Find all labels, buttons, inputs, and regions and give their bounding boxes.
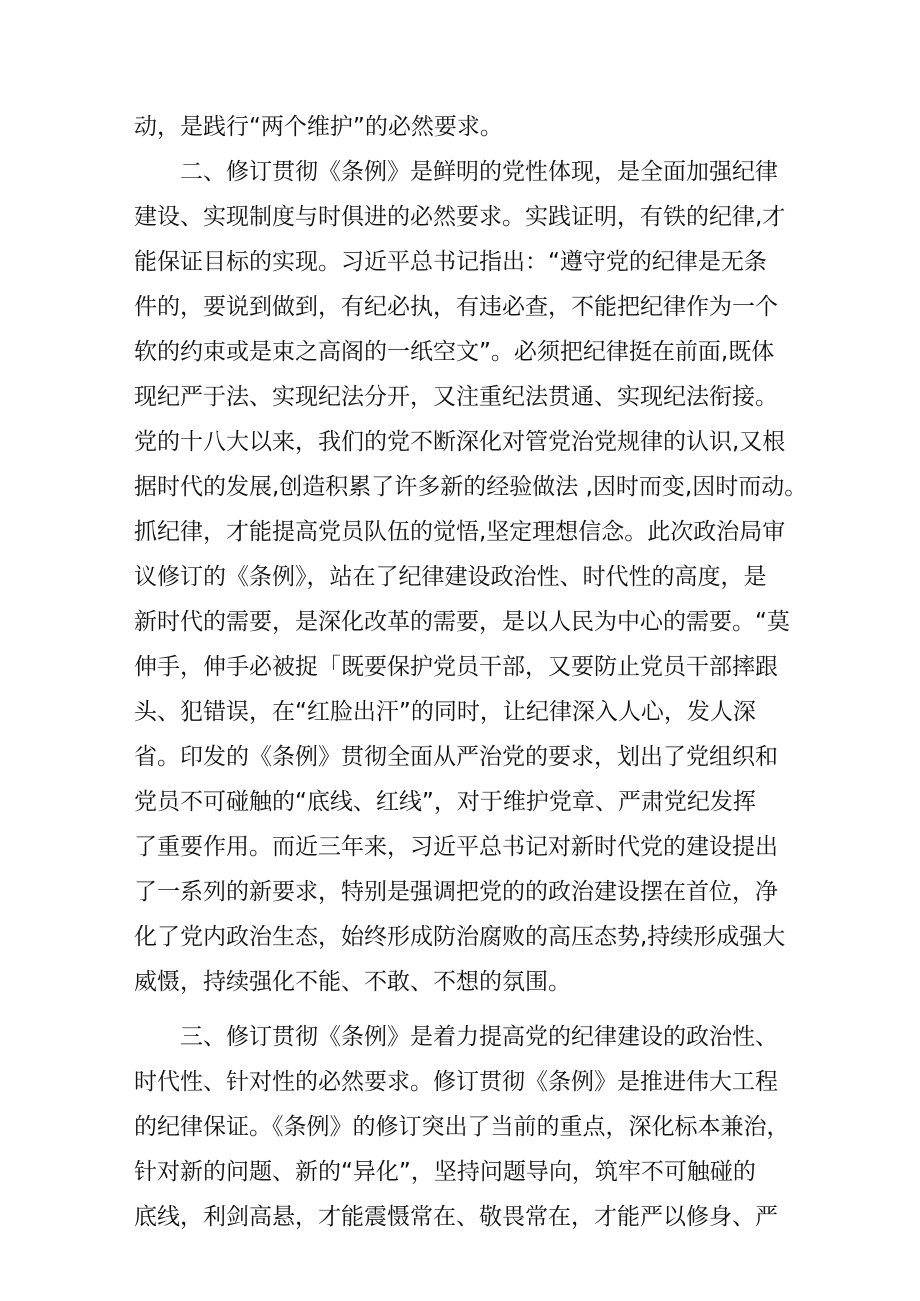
text-line: 底线，利剑高悬，才能震慑常在、敬畏常在，才能严以修身、严: [134, 1204, 778, 1230]
text-line: 党的十八大以来，我们的党不断深化对管党治党规律的认识,又根: [134, 429, 786, 455]
text-line: 伸手，伸手必被捉「既要保护党员干部，又要防止党员干部摔跟: [134, 654, 778, 680]
text-line: 威慑，持续强化不能、不敢、不想的氛围。: [134, 969, 571, 995]
text-line: 的纪律保证。《条例》的修订突出了当前的重点，深化标本兼治，: [134, 1114, 790, 1140]
text-line: 据时代的发展,创造积累了许多新的经验做法 ,因时而变,因时而动。: [134, 474, 808, 500]
text-line: 了重要作用。而近三年来，习近平总书记对新时代党的建设提出: [134, 834, 778, 860]
text-line: 建设、实现制度与时俱进的必然要求。实践证明，有铁的纪律,才: [134, 204, 786, 230]
text-line: 针对新的问题、新的“异化”，坚持问题导向，筑牢不可触碰的: [134, 1159, 756, 1185]
text-line: 头、犯错误，在“红脸出汗”的同时，让纪律深入人心，发人深: [134, 699, 756, 725]
text-line: 时代性、针对性的必然要求。修订贯彻《条例》是推进伟大工程: [134, 1069, 778, 1095]
text-line: 现纪严于法、实现纪法分开，又注重纪法贯通、实现纪法衔接。: [134, 384, 778, 410]
text-line: 化了党内政治生态，始终形成防治腐败的高压态势,持续形成强大: [134, 924, 786, 950]
text-line: 动，是践行“两个维护”的必然要求。: [134, 114, 503, 140]
text-line: 党员不可碰触的“底线、红线”，对于维护党章、严肃党纪发挥: [134, 789, 756, 815]
text-line: 议修订的《条例》，站在了纪律建设政治性、时代性的高度，是: [134, 564, 767, 590]
text-line: 能保证目标的实现。习近平总书记指出：“遵守党的纪律是无条: [134, 249, 767, 275]
text-line: 新时代的需要，是深化改革的需要，是以人民为中心的需要。“莫: [134, 609, 790, 635]
text-line: 软的约束或是束之高阁的一纸空文”。必须把纪律挺在前面,既体: [134, 339, 775, 365]
section-heading-line: 二、修订贯彻《条例》是鲜明的党性体现，是全面加强纪律: [180, 159, 778, 185]
section-heading-line: 三、修订贯彻《条例》是着力提高党的纪律建设的政治性、: [180, 1024, 778, 1050]
text-line: 了一系列的新要求，特别是强调把党的的政治建设摆在首位，净: [134, 879, 778, 905]
text-line: 省。印发的《条例》贯彻全面从严治党的要求，划出了党组织和: [134, 744, 778, 770]
text-line: 件的，要说到做到，有纪必执，有违必查，不能把纪律作为一个: [134, 294, 778, 320]
text-line: 抓纪律，才能提高党员队伍的觉悟,坚定理想信念。此次政治局审: [134, 519, 786, 545]
